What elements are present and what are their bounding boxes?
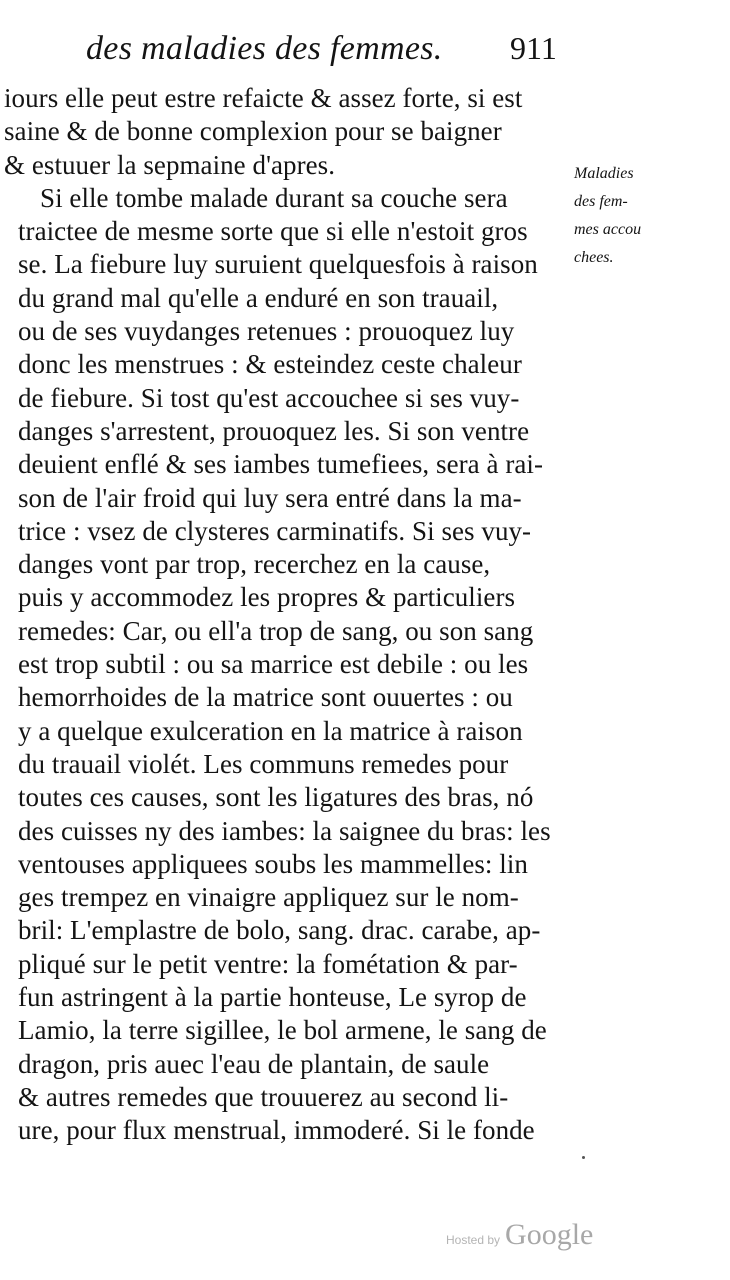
text-line: puis y accommodez les propres & particuliers <box>18 582 516 613</box>
text-line: & estuuer la sepmaine d'apres. <box>4 149 335 180</box>
text-line: ges trempez en vinaigre appliquez sur le nom- <box>18 882 519 913</box>
paragraph-start-line: Si elle tombe malade durant sa couche sera <box>40 182 508 213</box>
margin-note-line: des fem- <box>574 193 628 210</box>
text-line: & autres remedes que trouuerez au second li- <box>18 1081 509 1112</box>
text-line: danges s'arrestent, prouoquez les. Si son ventre <box>18 415 530 446</box>
body-text <box>4 82 564 1148</box>
text-line: toutes ces causes, sont les ligatures des bras, nó <box>18 782 534 813</box>
margin-note-line: Maladies <box>574 165 634 182</box>
running-title: des maladies des femmes. <box>86 30 443 67</box>
watermark-brand: Google <box>505 1218 594 1251</box>
text-line: traictee de mesme sorte que si elle n'estoit gros <box>18 216 528 247</box>
text-line: de fiebure. Si tost qu'est accouchee si ses vuy- <box>18 382 520 413</box>
text-line: ure, pour flux menstrual, immoderé. Si le fonde <box>18 1115 535 1146</box>
text-line: y a quelque exulceration en la matrice à raison <box>18 715 523 746</box>
margin-note-line: mes accou <box>574 221 642 238</box>
text-line: fun astringent à la partie honteuse, Le syrop de <box>18 982 527 1013</box>
text-line: ventouses appliquees soubs les mammelles: lin <box>18 848 528 879</box>
text-line: ou de ses vuydanges retenues : prouoquez luy <box>18 316 515 347</box>
text-line: du trauail violét. Les communs remedes pour <box>18 748 509 779</box>
text-line: saine & de bonne complexion pour se baigner <box>4 116 502 147</box>
text-line: dragon, pris auec l'eau de plantain, de saule <box>18 1048 490 1079</box>
text-line: bril: L'emplastre de bolo, sang. drac. carabe, ap- <box>18 915 541 946</box>
margin-note-line: chees. <box>574 249 614 266</box>
watermark-prefix: Hosted by <box>446 1233 501 1247</box>
margin-note <box>574 160 644 272</box>
ink-speck <box>582 1156 585 1159</box>
text-line: deuient enflé & ses iambes tumefiees, sera à rai- <box>18 449 543 480</box>
page-number: 911 <box>510 30 557 66</box>
text-line: des cuisses ny des iambes: la saignee du bras: les <box>18 815 551 846</box>
text-line: donc les menstrues : & esteindez ceste chaleur <box>18 349 522 380</box>
text-line: trice : vsez de clysteres carminatifs. Si ses vuy- <box>18 515 532 546</box>
text-line: Lamio, la terre sigillee, le bol armene, le sang de <box>18 1015 547 1046</box>
text-line: son de l'air froid qui luy sera entré dans la ma- <box>18 482 522 513</box>
text-line: pliqué sur le petit ventre: la fométation & par- <box>18 948 518 979</box>
text-line: du grand mal qu'elle a enduré en son trauail, <box>18 282 499 313</box>
text-line: iours elle peut estre refaicte & assez forte, si est <box>4 83 523 113</box>
text-line: hemorrhoides de la matrice sont ouuertes : ou <box>18 682 513 713</box>
text-line: est trop subtil : ou sa marrice est debile : ou les <box>18 649 529 680</box>
text-line: remedes: Car, ou ell'a trop de sang, ou son sang <box>18 615 534 646</box>
text-line: danges vont par trop, recerchez en la cause, <box>18 549 491 580</box>
google-watermark <box>446 1218 593 1252</box>
text-line: se. La fiebure luy suruient quelquesfois à raison <box>18 249 538 280</box>
